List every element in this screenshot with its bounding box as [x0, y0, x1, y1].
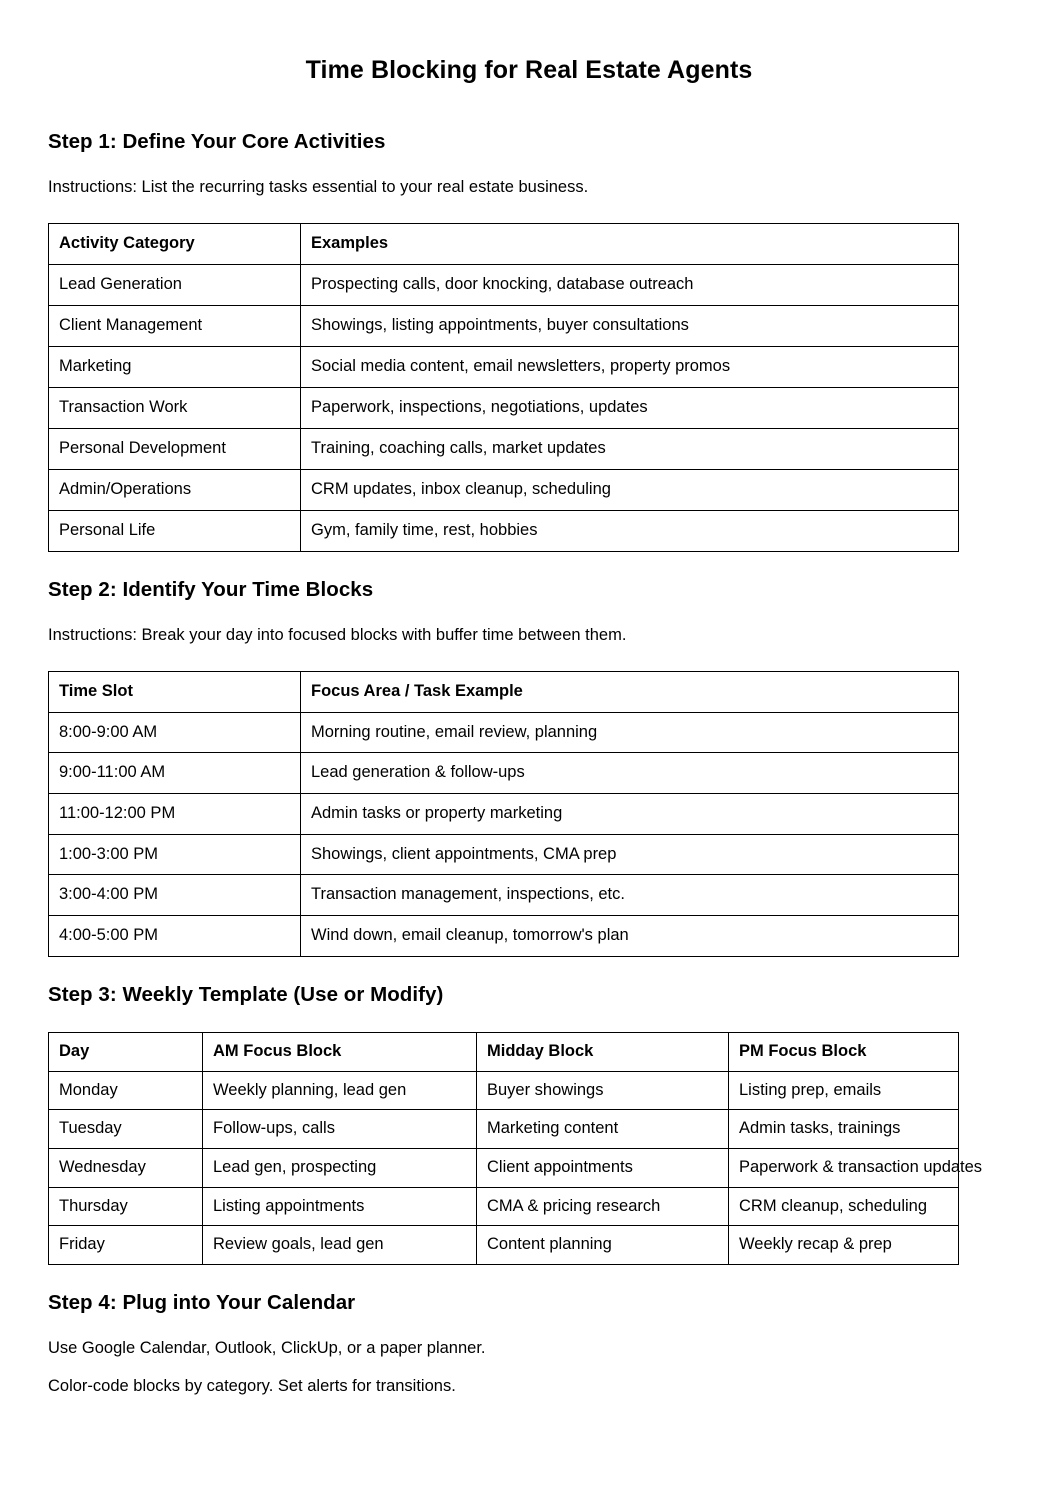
cell-examples: Social media content, email newsletters, property promos — [301, 347, 959, 388]
column-header-time-slot: Time Slot — [49, 672, 301, 713]
cell-activity-category: Admin/Operations — [49, 470, 301, 511]
cell-pm-focus-block-text: Paperwork & transaction updates — [739, 1158, 983, 1176]
step-2-heading: Step 2: Identify Your Time Blocks — [48, 578, 374, 602]
cell-focus-area: Transaction management, inspections, etc. — [301, 875, 959, 916]
table-row — [49, 511, 959, 552]
column-header-focus-area: Focus Area / Task Example — [301, 672, 959, 713]
cell-examples: Paperwork, inspections, negotiations, updates — [301, 388, 959, 429]
section-step-2 — [48, 577, 1010, 956]
cell-am-focus-block: Weekly planning, lead gen — [203, 1071, 477, 1110]
cell-examples: Gym, family time, rest, hobbies — [301, 511, 959, 552]
column-header-activity-category: Activity Category — [49, 224, 301, 265]
cell-midday-block: Content planning — [477, 1226, 729, 1265]
table-row — [49, 794, 959, 835]
cell-am-focus-block: Review goals, lead gen — [203, 1226, 477, 1265]
cell-pm-focus-block: Listing prep, emails — [729, 1071, 959, 1110]
table-row — [49, 1226, 959, 1265]
section-step-3 — [48, 982, 1010, 1265]
column-header-examples: Examples — [301, 224, 959, 265]
step-1-instructions: Instructions: List the recurring tasks essential to your real estate business. — [48, 177, 589, 196]
cell-day: Tuesday — [49, 1110, 203, 1149]
cell-focus-area: Admin tasks or property marketing — [301, 794, 959, 835]
cell-examples: Training, coaching calls, market updates — [301, 429, 959, 470]
table-row — [49, 915, 959, 956]
cell-activity-category: Personal Development — [49, 429, 301, 470]
table-row — [49, 712, 959, 753]
step-4-paragraph-1: Use Google Calendar, Outlook, ClickUp, or a paper planner. — [48, 1338, 486, 1357]
step-4-heading: Step 4: Plug into Your Calendar — [48, 1290, 356, 1314]
cell-midday-block: Client appointments — [477, 1149, 729, 1188]
cell-midday-block: CMA & pricing research — [477, 1187, 729, 1226]
cell-midday-block: Marketing content — [477, 1110, 729, 1149]
cell-day: Thursday — [49, 1187, 203, 1226]
cell-pm-focus-block: CRM cleanup, scheduling — [729, 1187, 959, 1226]
table-row — [49, 347, 959, 388]
cell-time-slot: 1:00-3:00 PM — [49, 834, 301, 875]
column-header-am-focus-block: AM Focus Block — [203, 1033, 477, 1072]
cell-midday-block: Buyer showings — [477, 1071, 729, 1110]
time-blocks-table — [48, 671, 959, 956]
cell-time-slot: 3:00-4:00 PM — [49, 875, 301, 916]
cell-focus-area: Showings, client appointments, CMA prep — [301, 834, 959, 875]
cell-day: Monday — [49, 1071, 203, 1110]
section-step-1 — [48, 129, 1010, 552]
table-header-row — [49, 672, 959, 713]
section-step-4 — [48, 1290, 1010, 1398]
table-row — [49, 1110, 959, 1149]
cell-focus-area: Lead generation & follow-ups — [301, 753, 959, 794]
document-body — [0, 129, 1058, 1397]
table-row — [49, 875, 959, 916]
cell-day: Wednesday — [49, 1149, 203, 1188]
cell-am-focus-block: Listing appointments — [203, 1187, 477, 1226]
table-row — [49, 388, 959, 429]
table-row — [49, 834, 959, 875]
cell-focus-area: Wind down, email cleanup, tomorrow's plan — [301, 915, 959, 956]
page-title: Time Blocking for Real Estate Agents — [305, 56, 753, 84]
cell-pm-focus-block — [729, 1149, 983, 1188]
step-4-paragraph-2: Color-code blocks by category. Set alerts for transitions. — [48, 1376, 456, 1395]
column-header-midday-block: Midday Block — [477, 1033, 729, 1072]
cell-time-slot: 9:00-11:00 AM — [49, 753, 301, 794]
step-2-instructions: Instructions: Break your day into focused blocks with buffer time between them. — [48, 625, 627, 644]
cell-am-focus-block: Follow-ups, calls — [203, 1110, 477, 1149]
weekly-template-table — [48, 1032, 983, 1265]
table-header-row — [49, 224, 959, 265]
column-header-pm-focus-block: PM Focus Block — [729, 1033, 959, 1072]
column-header-day: Day — [49, 1033, 203, 1072]
cell-time-slot: 8:00-9:00 AM — [49, 712, 301, 753]
table-row — [49, 753, 959, 794]
cell-am-focus-block: Lead gen, prospecting — [203, 1149, 477, 1188]
cell-examples: CRM updates, inbox cleanup, scheduling — [301, 470, 959, 511]
table-row — [49, 306, 959, 347]
step-1-heading: Step 1: Define Your Core Activities — [48, 130, 386, 153]
cell-activity-category: Client Management — [49, 306, 301, 347]
table-header-row — [49, 1033, 959, 1072]
table-row — [49, 470, 959, 511]
table-row — [49, 1149, 959, 1188]
cell-activity-category: Lead Generation — [49, 265, 301, 306]
cell-pm-focus-block: Weekly recap & prep — [729, 1226, 959, 1265]
table-row — [49, 1071, 959, 1110]
step-3-heading: Step 3: Weekly Template (Use or Modify) — [48, 982, 444, 1006]
cell-day: Friday — [49, 1226, 203, 1265]
table-row — [49, 1187, 959, 1226]
cell-examples: Showings, listing appointments, buyer consultations — [301, 306, 959, 347]
cell-examples: Prospecting calls, door knocking, database outreach — [301, 265, 959, 306]
activities-table — [48, 223, 959, 552]
cell-activity-category: Personal Life — [49, 511, 301, 552]
cell-activity-category: Marketing — [49, 347, 301, 388]
cell-time-slot: 11:00-12:00 PM — [49, 794, 301, 835]
cell-pm-focus-block: Admin tasks, trainings — [729, 1110, 959, 1149]
cell-time-slot: 4:00-5:00 PM — [49, 915, 301, 956]
table-row — [49, 429, 959, 470]
table-row — [49, 265, 959, 306]
cell-focus-area: Morning routine, email review, planning — [301, 712, 959, 753]
cell-activity-category: Transaction Work — [49, 388, 301, 429]
